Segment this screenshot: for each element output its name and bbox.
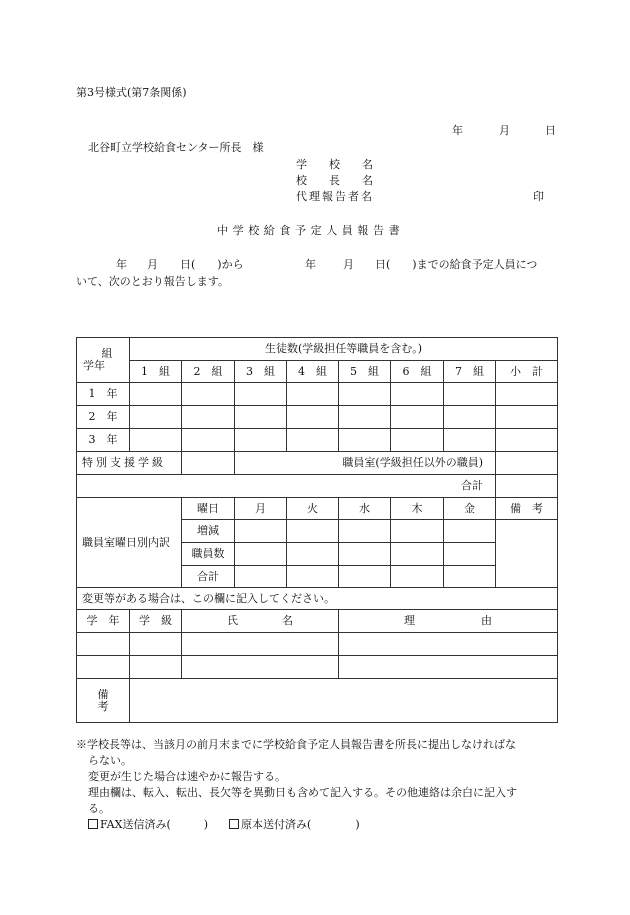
class-col-3: 3 組 [235, 361, 287, 383]
table-cell[interactable] [391, 429, 444, 452]
fax-checkbox[interactable] [88, 819, 98, 829]
note-3b: る。 [88, 802, 110, 815]
table-cell[interactable] [235, 429, 287, 452]
document-title: 中学校給食予定人員報告書 [217, 224, 405, 237]
table-cell[interactable] [287, 406, 339, 429]
class-col-1: 1 組 [130, 361, 182, 383]
weekday-remarks-cell[interactable] [496, 520, 558, 588]
intro-year-1: 年 [116, 258, 127, 271]
note-3a: 理由欄は、転入、転出、長欠等を異動日も含めて記入する。その他連絡は余白に記入す [88, 786, 517, 799]
table-cell[interactable] [391, 406, 444, 429]
table-cell[interactable] [444, 429, 496, 452]
change-notice: 変更等がある場合は、この欄に記入してください。 [77, 588, 558, 610]
table-cell[interactable] [182, 406, 235, 429]
table-cell[interactable] [391, 566, 444, 588]
date-month-label: 月 [499, 124, 510, 137]
table-cell[interactable] [182, 656, 339, 679]
fax-label: FAX送信済み( ) [100, 818, 209, 831]
remarks-header: 備 考 [496, 498, 558, 520]
date-year-label: 年 [452, 124, 463, 137]
change-grade-header: 学 年 [77, 610, 130, 633]
remarks-label-char-2: 考 [97, 699, 109, 713]
note-1b: らない。 [88, 754, 132, 767]
remarks-label [77, 679, 130, 723]
table-cell[interactable] [339, 429, 391, 452]
school-name-label: 学 校 名 [296, 158, 373, 171]
table-cell[interactable] [444, 383, 496, 406]
students-header: 生徒数(学級担任等職員を含む。) [130, 338, 558, 361]
table-cell[interactable] [496, 406, 558, 429]
original-checkbox[interactable] [229, 819, 239, 829]
table-cell[interactable] [77, 633, 130, 656]
remarks-label-char-1: 備 [97, 687, 109, 701]
table-cell[interactable] [287, 383, 339, 406]
table-cell[interactable] [339, 543, 391, 566]
grade-class-corner [77, 338, 130, 383]
principal-name-label: 校 長 名 [296, 174, 373, 187]
class-col-4: 4 組 [287, 361, 339, 383]
table-cell[interactable] [287, 429, 339, 452]
intro-line-2: いて、次のとおり報告します。 [76, 275, 229, 288]
table-cell[interactable] [444, 543, 496, 566]
table-cell[interactable] [235, 406, 287, 429]
table-cell[interactable] [182, 383, 235, 406]
change-class-header: 学 級 [130, 610, 182, 633]
weekday-row-total: 合計 [182, 566, 235, 588]
checkbox-row [76, 817, 560, 833]
table-cell[interactable] [391, 543, 444, 566]
class-col-2: 2 組 [182, 361, 235, 383]
weekday-wed: 水 [339, 498, 391, 520]
subtotal-header: 小 計 [496, 361, 558, 383]
table-cell[interactable] [444, 566, 496, 588]
change-reason-header: 理 由 [339, 610, 558, 633]
intro-month-1: 月 [147, 258, 158, 271]
proxy-reporter-label: 代理報告者名 [296, 190, 374, 203]
special-class-count[interactable] [182, 452, 235, 475]
table-cell[interactable] [339, 656, 558, 679]
table-cell[interactable] [235, 566, 287, 588]
addressee: 北谷町立学校給食センター所長 様 [88, 141, 264, 154]
staff-room-count[interactable] [496, 452, 558, 475]
table-cell[interactable] [339, 383, 391, 406]
table-cell[interactable] [130, 406, 182, 429]
weekday-label: 曜日 [182, 498, 235, 520]
table-cell[interactable] [130, 633, 182, 656]
corner-grade-label: 学年 [83, 359, 105, 372]
table-cell[interactable] [287, 520, 339, 543]
table-cell[interactable] [339, 633, 558, 656]
weekday-thu: 木 [391, 498, 444, 520]
change-name-header: 氏 名 [182, 610, 339, 633]
remarks-field[interactable] [130, 679, 558, 723]
grade-row-2-label: 2 年 [77, 406, 130, 429]
table-cell[interactable] [444, 520, 496, 543]
table-cell[interactable] [496, 383, 558, 406]
date-day-label: 日 [545, 124, 556, 137]
table-cell[interactable] [235, 543, 287, 566]
class-col-6: 6 組 [391, 361, 444, 383]
weekday-section-label: 職員室曜日別内訳 [77, 498, 182, 588]
grade-row-1-label: 1 年 [77, 383, 130, 406]
table-cell[interactable] [496, 429, 558, 452]
class-col-5: 5 組 [339, 361, 391, 383]
table-cell[interactable] [130, 656, 182, 679]
table-cell[interactable] [339, 566, 391, 588]
report-table [76, 337, 558, 723]
seal-mark: 印 [533, 190, 544, 203]
table-cell[interactable] [339, 520, 391, 543]
note-2: 変更が生じた場合は速やかに報告する。 [88, 770, 286, 783]
total-count[interactable] [496, 475, 558, 498]
table-cell[interactable] [287, 543, 339, 566]
class-col-7: 7 組 [444, 361, 496, 383]
intro-day-1: 日( )から [180, 258, 244, 271]
weekday-row-staff: 職員数 [182, 543, 235, 566]
table-cell[interactable] [339, 406, 391, 429]
table-cell[interactable] [182, 633, 339, 656]
table-cell[interactable] [287, 566, 339, 588]
table-cell[interactable] [182, 429, 235, 452]
weekday-mon: 月 [235, 498, 287, 520]
notes [76, 737, 560, 833]
table-cell[interactable] [77, 656, 130, 679]
table-cell[interactable] [130, 429, 182, 452]
intro-year-2: 年 [305, 258, 316, 271]
table-cell[interactable] [130, 383, 182, 406]
weekday-row-change: 増減 [182, 520, 235, 543]
table-cell[interactable] [235, 383, 287, 406]
table-cell[interactable] [391, 520, 444, 543]
special-class-label: 特別支援学級 [77, 452, 182, 475]
total-label: 合計 [77, 475, 496, 498]
intro-month-2: 月 [343, 258, 354, 271]
table-cell[interactable] [391, 383, 444, 406]
corner-class-label: 組 [101, 347, 113, 360]
form-number: 第3号様式(第7条関係) [76, 86, 187, 99]
weekday-tue: 火 [287, 498, 339, 520]
table-cell[interactable] [235, 520, 287, 543]
weekday-fri: 金 [444, 498, 496, 520]
grade-row-3-label: 3 年 [77, 429, 130, 452]
table-cell[interactable] [444, 406, 496, 429]
intro-day-2: 日( )までの給食予定人員につ [375, 258, 538, 271]
staff-room-label: 職員室(学級担任以外の職員) [235, 452, 496, 475]
original-label: 原本送付済み( ) [241, 818, 360, 831]
note-1a: ※学校長等は、当該月の前月末までに学校給食予定人員報告書を所長に提出しなければな [76, 738, 516, 751]
